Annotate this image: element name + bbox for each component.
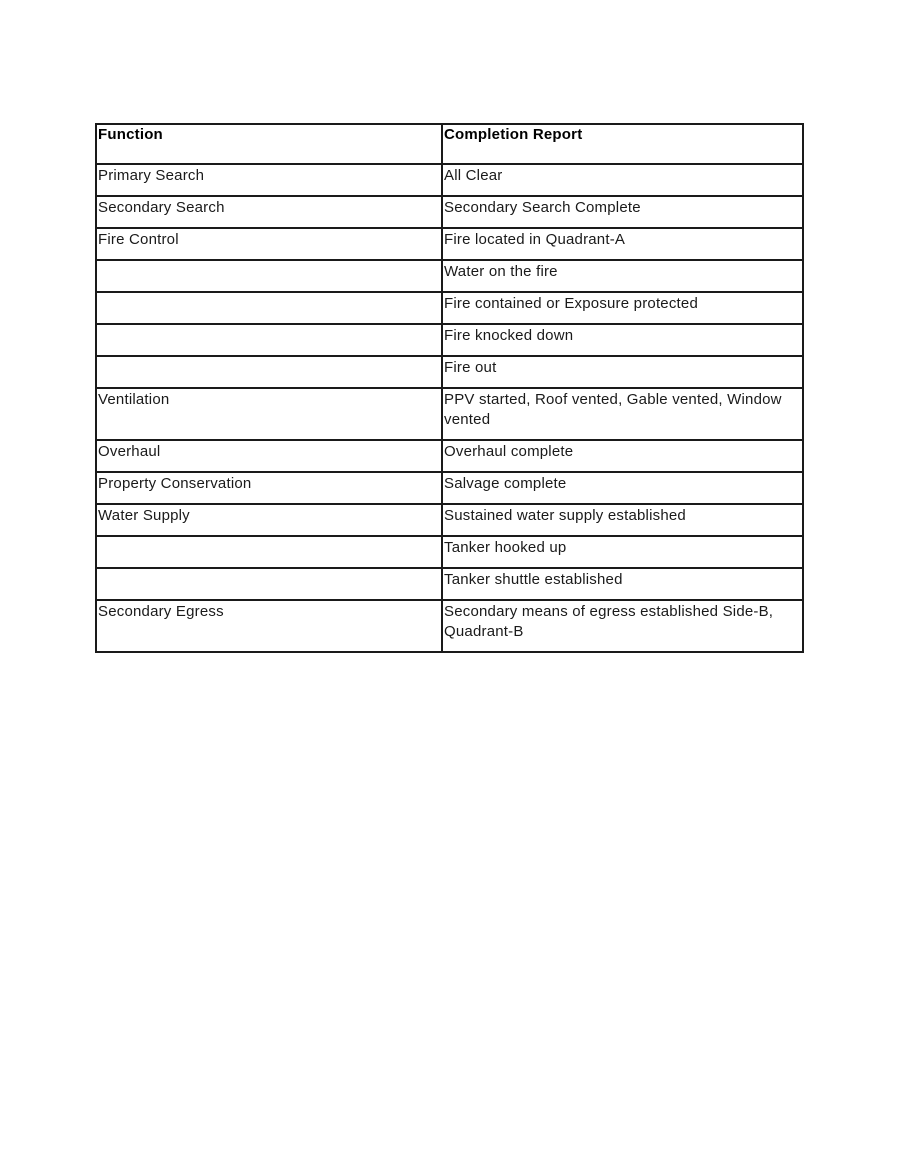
function-cell — [96, 536, 442, 568]
completion-report-cell: Tanker hooked up — [442, 536, 803, 568]
function-cell: Secondary Search — [96, 196, 442, 228]
completion-report-cell: All Clear — [442, 164, 803, 196]
table-row — [96, 388, 803, 440]
function-cell — [96, 356, 442, 388]
completion-report-cell: Secondary Search Complete — [442, 196, 803, 228]
table-row — [96, 504, 803, 536]
completion-report-cell: Water on the fire — [442, 260, 803, 292]
completion-report-table — [95, 123, 804, 653]
completion-report-cell: Fire out — [442, 356, 803, 388]
function-cell: Overhaul — [96, 440, 442, 472]
completion-report-cell: PPV started, Roof vented, Gable vented, Window vented — [442, 388, 803, 440]
completion-report-cell: Tanker shuttle established — [442, 568, 803, 600]
completion-report-cell: Overhaul complete — [442, 440, 803, 472]
table-header-row — [96, 124, 803, 164]
function-cell: Secondary Egress — [96, 600, 442, 652]
table-row — [96, 196, 803, 228]
completion-report-cell: Fire contained or Exposure protected — [442, 292, 803, 324]
function-cell: Property Conservation — [96, 472, 442, 504]
function-cell — [96, 324, 442, 356]
function-cell: Fire Control — [96, 228, 442, 260]
completion-report-cell: Fire knocked down — [442, 324, 803, 356]
function-cell: Ventilation — [96, 388, 442, 440]
completion-report-cell: Secondary means of egress established Side-B, Quadrant-B — [442, 600, 803, 652]
table-row — [96, 440, 803, 472]
completion-report-cell: Salvage complete — [442, 472, 803, 504]
table-row — [96, 568, 803, 600]
header-function: Function — [96, 124, 442, 164]
function-cell: Water Supply — [96, 504, 442, 536]
table-row — [96, 228, 803, 260]
table-row — [96, 472, 803, 504]
header-completion-report: Completion Report — [442, 124, 803, 164]
table-row — [96, 260, 803, 292]
table-row — [96, 536, 803, 568]
function-cell — [96, 260, 442, 292]
completion-report-cell: Sustained water supply established — [442, 504, 803, 536]
table-row — [96, 324, 803, 356]
table-body — [96, 124, 803, 652]
table-row — [96, 600, 803, 652]
table-row — [96, 164, 803, 196]
table-row — [96, 292, 803, 324]
completion-report-cell: Fire located in Quadrant-A — [442, 228, 803, 260]
function-cell: Primary Search — [96, 164, 442, 196]
function-cell — [96, 292, 442, 324]
function-cell — [96, 568, 442, 600]
table-row — [96, 356, 803, 388]
